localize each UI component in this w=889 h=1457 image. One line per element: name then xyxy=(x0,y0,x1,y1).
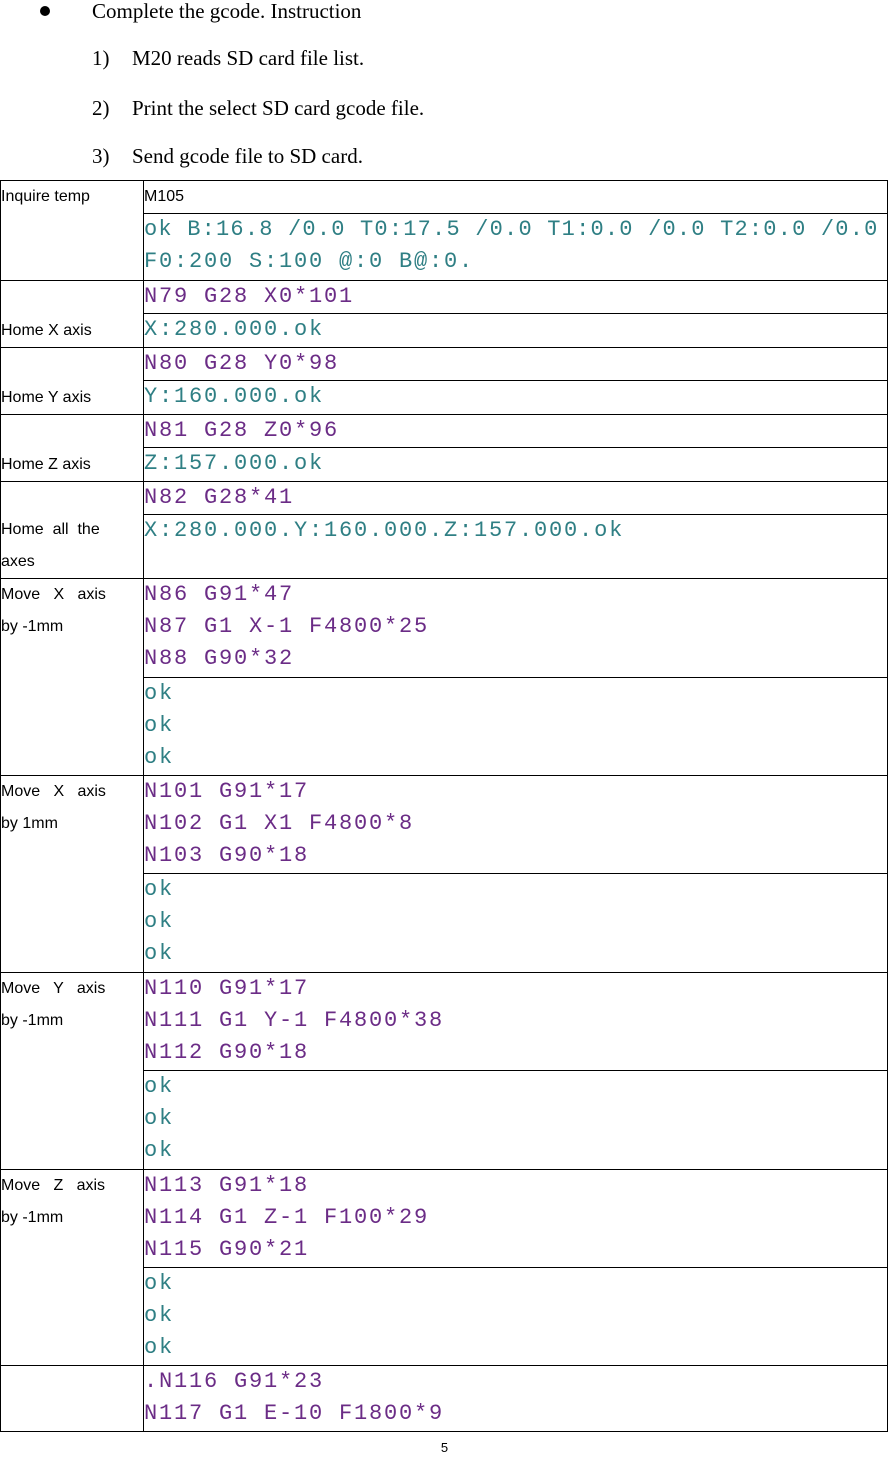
row-label: Home Y axis xyxy=(1,348,144,415)
step-text: Send gcode file to SD card. xyxy=(132,144,363,168)
response-cell xyxy=(144,678,888,776)
response-cell: X:280.000.ok xyxy=(144,314,888,348)
label-line: by -1mm xyxy=(1,1209,64,1226)
label-line: Move X axis xyxy=(1,586,106,603)
row-label xyxy=(1,776,144,973)
response-line: ok xyxy=(144,1106,175,1131)
page-number: 5 xyxy=(440,1440,449,1455)
command-cell: N80 G28 Y0*98 xyxy=(144,348,888,381)
command-line: N101 G91*17 xyxy=(144,779,310,804)
response-cell: Y:160.000.ok xyxy=(144,381,888,415)
command-cell xyxy=(144,579,888,678)
step-1 xyxy=(92,46,364,71)
command-line: N117 G1 E-10 F1800*9 xyxy=(144,1401,445,1426)
bullet-icon xyxy=(40,6,50,16)
response-line: ok xyxy=(144,713,175,738)
command-line: N102 G1 X1 F4800*8 xyxy=(144,811,415,836)
response-cell xyxy=(144,1071,888,1170)
command-line: .N116 G91*23 xyxy=(144,1369,325,1394)
response-line: ok xyxy=(144,745,175,770)
step-number: 2) xyxy=(92,96,110,120)
label-line: by -1mm xyxy=(1,618,64,635)
gcode-table xyxy=(0,180,888,1432)
response-cell xyxy=(144,1268,888,1366)
command-cell xyxy=(144,973,888,1071)
response-line: ok xyxy=(144,941,175,966)
command-cell: N81 G28 Z0*96 xyxy=(144,415,888,448)
response-line: F0:200 S:100 @:0 B@:0. xyxy=(144,249,475,274)
step-number: 1) xyxy=(92,46,110,70)
label-line: by -1mm xyxy=(1,1012,64,1029)
response-line: ok xyxy=(144,877,175,902)
row-label xyxy=(1,482,144,579)
command-line: N115 G90*21 xyxy=(144,1237,310,1262)
step-text: M20 reads SD card file list. xyxy=(132,46,365,70)
response-line: ok xyxy=(144,1303,175,1328)
command-line: N113 G91*18 xyxy=(144,1173,310,1198)
label-line: Home all the xyxy=(1,521,100,538)
response-cell xyxy=(144,214,888,281)
command-line: N86 G91*47 xyxy=(144,582,295,607)
bullet-text: Complete the gcode. Instruction xyxy=(92,0,362,23)
bullet-item xyxy=(40,0,361,22)
command-cell: N79 G28 X0*101 xyxy=(144,281,888,314)
label-line: by 1mm xyxy=(1,815,58,832)
label-line: Move X axis xyxy=(1,783,106,800)
row-label-empty xyxy=(1,1366,144,1432)
row-label: Inquire temp xyxy=(1,181,144,281)
response-line: ok xyxy=(144,1271,175,1296)
row-label xyxy=(1,973,144,1170)
command-cell xyxy=(144,1170,888,1268)
response-line: ok xyxy=(144,1138,175,1163)
command-cell: M105 xyxy=(144,181,888,214)
row-label: Home Z axis xyxy=(1,415,144,482)
command-line: N112 G90*18 xyxy=(144,1040,310,1065)
command-line: N111 G1 Y-1 F4800*38 xyxy=(144,1008,445,1033)
step-number: 3) xyxy=(92,144,110,168)
step-2 xyxy=(92,96,424,121)
response-cell xyxy=(144,874,888,973)
label-line: axes xyxy=(1,553,35,570)
command-cell xyxy=(144,1366,888,1432)
response-line: ok xyxy=(144,909,175,934)
command-line: N87 G1 X-1 F4800*25 xyxy=(144,614,430,639)
row-label xyxy=(1,1170,144,1366)
label-line: Move Y axis xyxy=(1,980,106,997)
command-line: N110 G91*17 xyxy=(144,976,310,1001)
step-3 xyxy=(92,144,363,169)
label-line: Move Z axis xyxy=(1,1177,106,1194)
response-cell: Z:157.000.ok xyxy=(144,448,888,482)
response-line: ok xyxy=(144,1074,175,1099)
response-cell: X:280.000.Y:160.000.Z:157.000.ok xyxy=(144,515,888,579)
row-label xyxy=(1,579,144,776)
command-line: N114 G1 Z-1 F100*29 xyxy=(144,1205,430,1230)
command-line: N103 G90*18 xyxy=(144,843,310,868)
response-line: ok xyxy=(144,681,175,706)
response-line: ok B:16.8 /0.0 T0:17.5 /0.0 T1:0.0 /0.0 T2:0.0 /0.0 xyxy=(144,217,879,242)
command-cell xyxy=(144,776,888,874)
step-text: Print the select SD card gcode file. xyxy=(132,96,425,120)
row-label: Home X axis xyxy=(1,281,144,348)
command-cell: N82 G28*41 xyxy=(144,482,888,515)
response-line: ok xyxy=(144,1335,175,1360)
command-line: N88 G90*32 xyxy=(144,646,295,671)
